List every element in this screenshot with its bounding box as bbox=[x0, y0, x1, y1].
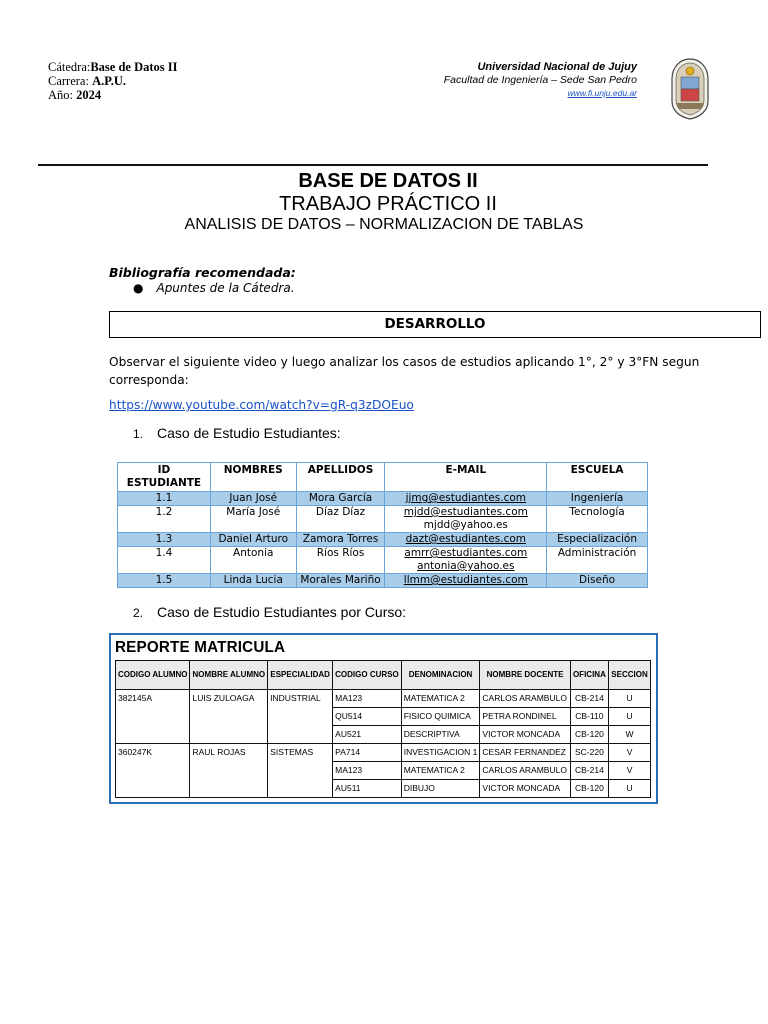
table-cell: Diseño bbox=[547, 574, 648, 588]
table-cell: 1.4 bbox=[118, 547, 211, 574]
table-cell: DESCRIPTIVA bbox=[401, 726, 480, 744]
column-header: ESCUELA bbox=[547, 463, 648, 492]
table-cell: 1.1 bbox=[118, 492, 211, 506]
table-cell: Administración bbox=[547, 547, 648, 574]
table-cell: Morales Mariño bbox=[296, 574, 385, 588]
table-cell: CARLOS ARAMBULO bbox=[480, 690, 570, 708]
table-cell: Linda Lucia bbox=[210, 574, 296, 588]
table-cell: INDUSTRIAL bbox=[268, 690, 333, 744]
table-cell: Ingeniería bbox=[547, 492, 648, 506]
column-header: E-MAIL bbox=[385, 463, 547, 492]
table-cell: W bbox=[609, 726, 651, 744]
column-header: CODIGO CURSO bbox=[333, 661, 402, 690]
table-cell: 1.5 bbox=[118, 574, 211, 588]
table-cell: QU514 bbox=[333, 708, 402, 726]
table-cell: AU511 bbox=[333, 780, 402, 798]
table-row bbox=[118, 574, 648, 588]
table-cell: CARLOS ARAMBULO bbox=[480, 762, 570, 780]
table-cell: 382145A bbox=[116, 690, 190, 744]
anio-line: Año: 2024 bbox=[48, 88, 102, 102]
table-header-row bbox=[118, 463, 648, 492]
page-title: BASE DE DATOS II bbox=[298, 170, 478, 192]
table-cell: llmm@estudiantes.com bbox=[385, 574, 547, 588]
table-cell: Zamora Torres bbox=[296, 533, 385, 547]
table-row bbox=[116, 744, 651, 762]
catedra-line: Cátedra:Base de Datos II bbox=[48, 60, 178, 74]
table-cell: RAUL ROJAS bbox=[190, 744, 268, 798]
table-cell: María José bbox=[210, 506, 296, 533]
table-cell: MATEMATICA 2 bbox=[401, 762, 480, 780]
table-row bbox=[116, 690, 651, 708]
section-heading-box: DESARROLLO bbox=[109, 311, 761, 338]
column-header: SECCION bbox=[609, 661, 651, 690]
table-cell: Antonia bbox=[210, 547, 296, 574]
table-cell: PA714 bbox=[333, 744, 402, 762]
table-cell: CB-120 bbox=[570, 780, 608, 798]
table-cell: V bbox=[609, 744, 651, 762]
table-cell: SISTEMAS bbox=[268, 744, 333, 798]
table-cell: 1.3 bbox=[118, 533, 211, 547]
faculty-name: Facultad de Ingeniería – Sede San Pedro bbox=[443, 74, 637, 86]
bullet-icon: ● bbox=[133, 281, 144, 295]
university-seal-logo bbox=[666, 57, 714, 121]
page-topic: ANALISIS DE DATOS – NORMALIZACION DE TABLAS bbox=[184, 216, 584, 233]
course-info bbox=[48, 60, 178, 102]
header-divider bbox=[38, 164, 708, 166]
table-cell: CESAR FERNANDEZ bbox=[480, 744, 570, 762]
bibliography-item: ● Apuntes de la Cátedra. bbox=[133, 281, 295, 295]
table-cell: VICTOR MONCADA bbox=[480, 780, 570, 798]
table-cell: jjmg@estudiantes.com bbox=[385, 492, 547, 506]
website-link[interactable]: www.fi.unju.edu.ar bbox=[567, 88, 637, 98]
case1-title: Caso de Estudio Estudiantes: bbox=[157, 425, 341, 441]
table-cell: MA123 bbox=[333, 690, 402, 708]
students-table bbox=[117, 462, 648, 588]
video-link[interactable]: https://www.youtube.com/watch?v=gR-q3zDOEuo bbox=[109, 398, 414, 412]
table-cell: MATEMATICA 2 bbox=[401, 690, 480, 708]
table-cell: dazt@estudiantes.com bbox=[385, 533, 547, 547]
table-cell: LUIS ZULOAGA bbox=[190, 690, 268, 744]
table-cell: Juan José bbox=[210, 492, 296, 506]
table-cell: Ríos Ríos bbox=[296, 547, 385, 574]
instructions-paragraph: Observar el siguiente video y luego analizar los casos de estudios aplicando 1°, 2° y 3°FN segun corresponda: bbox=[109, 355, 700, 387]
table-cell: PETRA RONDINEL bbox=[480, 708, 570, 726]
table-row bbox=[118, 547, 648, 574]
column-header: NOMBRES bbox=[210, 463, 296, 492]
column-header: DENOMINACION bbox=[401, 661, 480, 690]
table-cell: U bbox=[609, 690, 651, 708]
column-header: ID ESTUDIANTE bbox=[118, 463, 211, 492]
table-row bbox=[118, 492, 648, 506]
table-cell: V bbox=[609, 762, 651, 780]
table-cell: DIBUJO bbox=[401, 780, 480, 798]
column-header: ESPECIALIDAD bbox=[268, 661, 333, 690]
table-header-row bbox=[116, 661, 651, 690]
university-name: Universidad Nacional de Jujuy bbox=[477, 61, 637, 73]
case2-title: Caso de Estudio Estudiantes por Curso: bbox=[157, 604, 407, 620]
table-cell: Mora García bbox=[296, 492, 385, 506]
table-cell: CB-214 bbox=[570, 690, 608, 708]
enrollment-report-table bbox=[115, 660, 651, 798]
table-cell: AU521 bbox=[333, 726, 402, 744]
table-cell: mjdd@estudiantes.com mjdd@yahoo.es bbox=[385, 506, 547, 533]
case2-heading bbox=[133, 604, 406, 620]
table-cell: 360247K bbox=[116, 744, 190, 798]
table-row bbox=[118, 533, 648, 547]
case1-number: 1. bbox=[133, 427, 144, 441]
table-cell: FISICO QUIMICA bbox=[401, 708, 480, 726]
table-cell: Daniel Arturo bbox=[210, 533, 296, 547]
column-header: NOMBRE ALUMNO bbox=[190, 661, 268, 690]
table-cell: Díaz Díaz bbox=[296, 506, 385, 533]
case1-heading bbox=[133, 425, 341, 441]
table-cell: U bbox=[609, 708, 651, 726]
table-cell: SC-220 bbox=[570, 744, 608, 762]
page-subtitle: TRABAJO PRÁCTICO II bbox=[279, 193, 497, 215]
institution-info bbox=[444, 61, 637, 100]
table-cell: VICTOR MONCADA bbox=[480, 726, 570, 744]
report-image bbox=[109, 633, 658, 804]
table-row bbox=[118, 506, 648, 533]
table-cell: CB-110 bbox=[570, 708, 608, 726]
table-cell: INVESTIGACION 1 bbox=[401, 744, 480, 762]
table-cell: amrr@estudiantes.com antonia@yahoo.es bbox=[385, 547, 547, 574]
table-cell: 1.2 bbox=[118, 506, 211, 533]
table-cell: Tecnología bbox=[547, 506, 648, 533]
table-cell: CB-214 bbox=[570, 762, 608, 780]
case2-number: 2. bbox=[133, 606, 144, 620]
table-cell: U bbox=[609, 780, 651, 798]
column-header: CODIGO ALUMNO bbox=[116, 661, 190, 690]
table-cell: CB-120 bbox=[570, 726, 608, 744]
column-header: APELLIDOS bbox=[296, 463, 385, 492]
column-header: OFICINA bbox=[570, 661, 608, 690]
table-cell: Especialización bbox=[547, 533, 648, 547]
report-title: REPORTE MATRICULA bbox=[115, 639, 286, 656]
carrera-line: Carrera: A.P.U. bbox=[48, 74, 126, 88]
bibliography-label: Bibliografía recomendada: bbox=[109, 265, 296, 280]
column-header: NOMBRE DOCENTE bbox=[480, 661, 570, 690]
table-cell: MA123 bbox=[333, 762, 402, 780]
